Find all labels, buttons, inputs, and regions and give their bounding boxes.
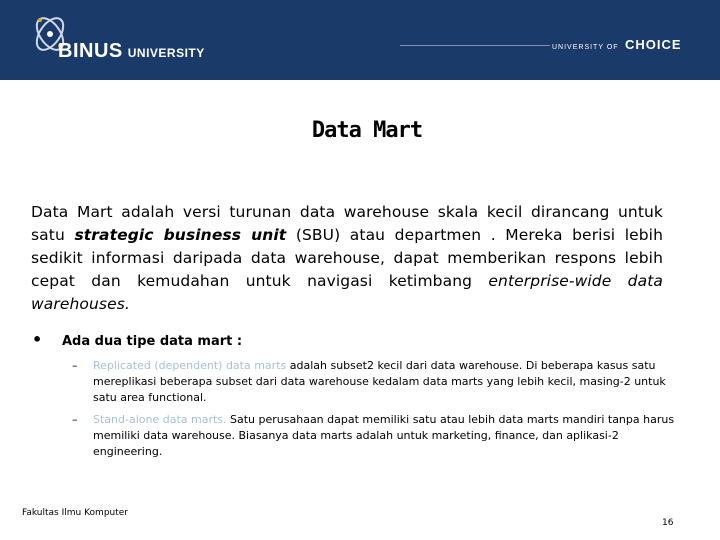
- logo-sub: UNIVERSITY: [127, 46, 205, 60]
- sub-item-term: Replicated (dependent) data marts: [93, 359, 287, 372]
- page-number: 16: [662, 518, 674, 528]
- definition-paragraph: [31, 201, 663, 316]
- para-text-2: (SBU) atau departmen . Mereka berisi lebih sedikit informasi daripada data warehouse, dapat memberikan respons lebih cepat dan kemudahan untuk navigasi ketimbang: [31, 226, 664, 290]
- bullet-item: [32, 330, 242, 349]
- para-italic: enterprise-wide data warehouses.: [31, 272, 663, 313]
- para-text-1: Data Mart adalah versi turunan data warehouse skala kecil dirancang untuk satu: [31, 203, 663, 244]
- sub-item-term: Stand-alone data marts.: [93, 413, 227, 426]
- para-emphasis: strategic business unit: [74, 226, 287, 244]
- tagline-divider: [400, 45, 550, 46]
- logo-main: BINUS: [58, 40, 123, 62]
- sub-item-replicated: [66, 358, 686, 406]
- slide-title: Data Mart: [311, 118, 423, 143]
- bullet-text: Ada dua tipe data mart :: [62, 334, 243, 349]
- dash-icon: –: [72, 413, 78, 426]
- sub-item-text: adalah subset2 kecil dari data warehouse. Di beberapa kasus satu mereplikasi beberapa subset dari data warehouse kedalam data marts yang lebih kecil, masing-2 untuk satu area functional.: [93, 359, 666, 404]
- sub-item-standalone: [66, 412, 686, 460]
- sub-item-text: Satu perusahaan dapat memiliki satu atau lebih data marts mandiri tanpa harus memiliki data warehouse. Biasanya data marts adalah untuk marketing, finance, dan aplikasi-2 engineering.: [93, 413, 675, 458]
- footer-faculty: Fakultas Ilmu Komputer: [22, 508, 128, 518]
- tagline-big: CHOICE: [625, 37, 682, 52]
- tagline-small: UNIVERSITY OF: [552, 44, 619, 51]
- tagline: [552, 36, 682, 54]
- header-bar: [0, 0, 720, 80]
- bullet-dot-icon: •: [32, 330, 43, 349]
- dash-icon: –: [72, 359, 78, 372]
- university-logo-text: [58, 40, 205, 63]
